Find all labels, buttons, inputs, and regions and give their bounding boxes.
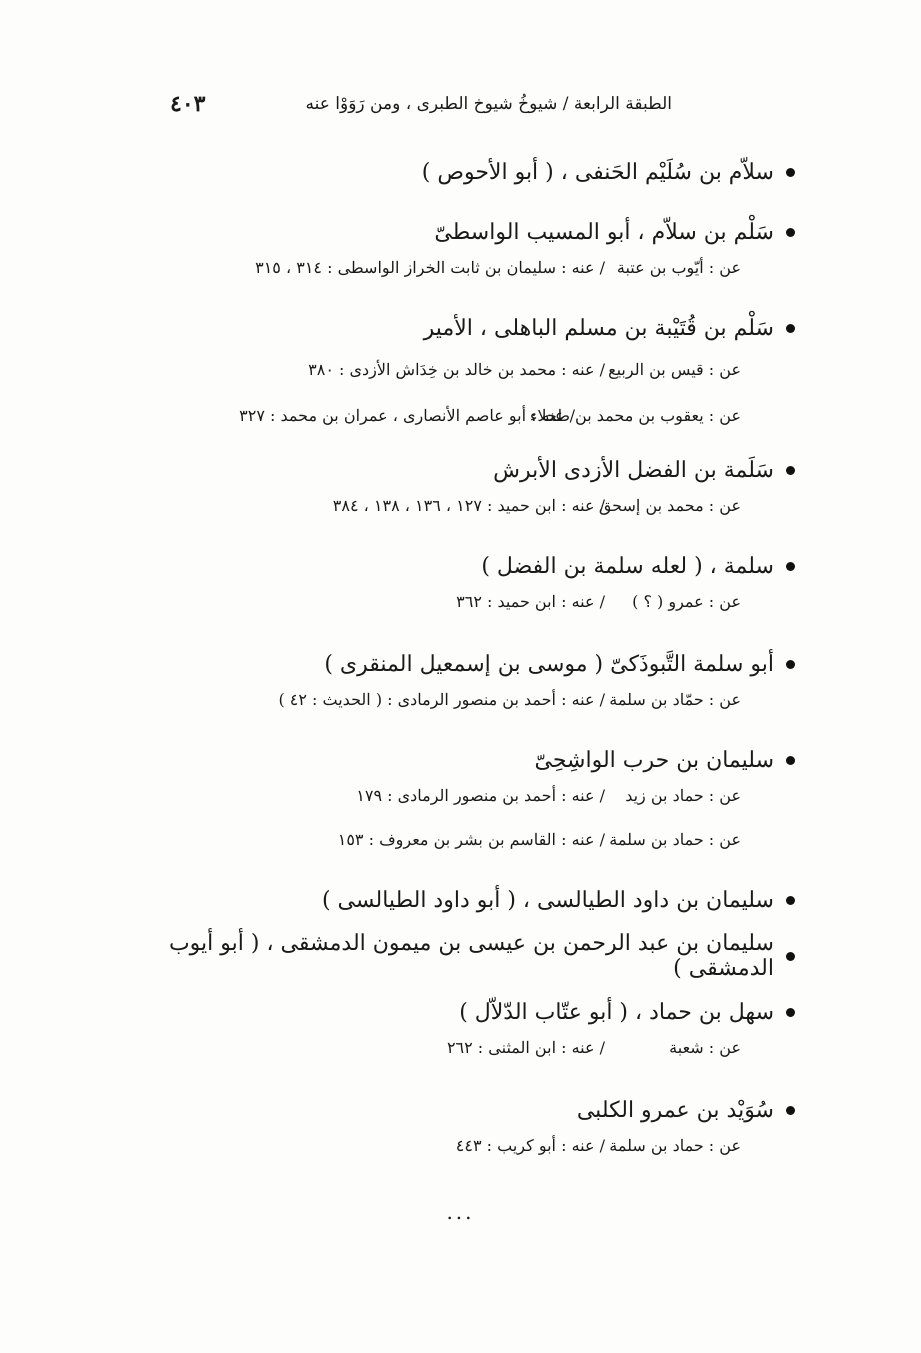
relation-to: / عنه : ابن حميد : ٣٦٢ [456,592,605,611]
entry-name: سليمان بن عبد الرحمن بن عيسى بن ميمون الدمشقى ، ( أبو أيوب الدمشقى ) [168,931,774,981]
bullet-icon [786,660,795,669]
entry-name: سلاّم بن سُلَيْم الحَنفى ، ( أبو الأحوص ) [421,159,774,185]
relation-to: / عنه : ابن حميد : ١٢٧ ، ١٣٦ ، ١٣٨ ، ٣٨٤ [332,496,605,515]
relation-row [160,682,795,722]
relation-row [160,1128,795,1168]
bullet-icon [786,896,795,905]
bullet-icon [786,324,795,333]
entry [160,931,795,981]
relation-to: / عنه : ابن المثنى : ٢٦٢ [446,1038,605,1057]
relation-to: / عنه : محمد بن خالد بن خِدَاش الأزدى : ٣٨٠ [308,360,605,379]
relation-to: / عنه : القاسم بن بشر بن معروف : ١٥٣ [337,830,605,849]
entry [160,646,795,722]
entry [160,882,795,918]
bullet-icon [786,562,795,571]
relation-row [160,584,795,624]
page-end-mark: ... [446,1200,475,1224]
entry-name: سلمة ، ( لعله سلمة بن الفضل ) [481,553,774,579]
relation-from: عن : حماد بن سلمة [609,830,741,849]
relation-to: / عنه : أحمد بن منصور الرمادى : ١٧٩ [356,786,605,805]
entry [160,548,795,624]
entry-name: سليمان بن داود الطيالسى ، ( أبو داود الطيالسى ) [321,887,774,913]
bullet-icon [786,952,795,961]
entry-name: سهل بن حماد ، ( أبو عتّاب الدّلاّل ) [459,999,774,1025]
relation-row [160,778,795,818]
bullet-icon [786,1008,795,1017]
relation-to: / عنه : سليمان بن ثابت الخراز الواسطى : ٣١٤ ، ٣١٥ [255,258,605,277]
entry [160,154,795,190]
relation-from: عن : شعبة [669,1038,741,1057]
relation-row [160,398,795,438]
page-number: ٤٠٣ [170,91,206,117]
relation-from: عن : قيس بن الربيع [608,360,741,379]
relation-to: / عنه : أحمد بن منصور الرمادى : ( الحديث : ٤٢ ) [278,690,605,709]
entry [160,1092,795,1168]
entry-name: سُوَيْد بن عمرو الكلبى [576,1097,774,1123]
running-title: الطبقة الرابعة / شيوخُ شيوخ الطبرى ، ومن رَوَوْا عنه [305,94,672,114]
bullet-icon [786,168,795,177]
entry [160,742,795,862]
relation-from: عن : يعقوب بن محمد بن طحلاء [529,406,741,425]
entry [160,994,795,1070]
relation-row [160,352,795,392]
relation-row [160,488,795,528]
relation-from: عن : عمرو ( ؟ ) [632,592,741,611]
relation-from: عن : حماد بن سلمة [609,1136,741,1155]
relation-row [160,250,795,290]
bullet-icon [786,228,795,237]
entry [160,452,795,528]
entry [160,214,795,290]
relation-row [160,1030,795,1070]
relation-from: عن : أيّوب بن عتبة [616,258,741,277]
entry-name: أبو سلمة التَّبوذَكىّ ( موسى بن إسمعيل المنقرى ) [324,651,774,677]
relation-from: عن : حمّاد بن سلمة [609,690,741,709]
entry-name: سَلْم بن قُتَيْبة بن مسلم الباهلى ، الأمير [423,315,774,341]
entry [160,310,795,438]
relation-from: عن : حماد بن زيد [625,786,741,805]
relation-to: / عنه : أبو كريب : ٤٤٣ [455,1136,605,1155]
bullet-icon [786,466,795,475]
bullet-icon [786,1106,795,1115]
bullet-icon [786,756,795,765]
page-header [170,88,672,120]
relation-to: / عنه : أبو عاصم الأنصارى ، عمران بن محمد : ٣٢٧ [239,406,575,425]
entry-name: سَلَمة بن الفضل الأزدى الأبرش [493,457,774,483]
entry-name: سَلْم بن سلاّم ، أبو المسيب الواسطىّ [434,219,774,245]
relation-from: عن : محمد بن إسحق [598,496,741,515]
relation-row [160,822,795,862]
entry-name: سليمان بن حرب الواشِحِىّ [534,747,774,773]
